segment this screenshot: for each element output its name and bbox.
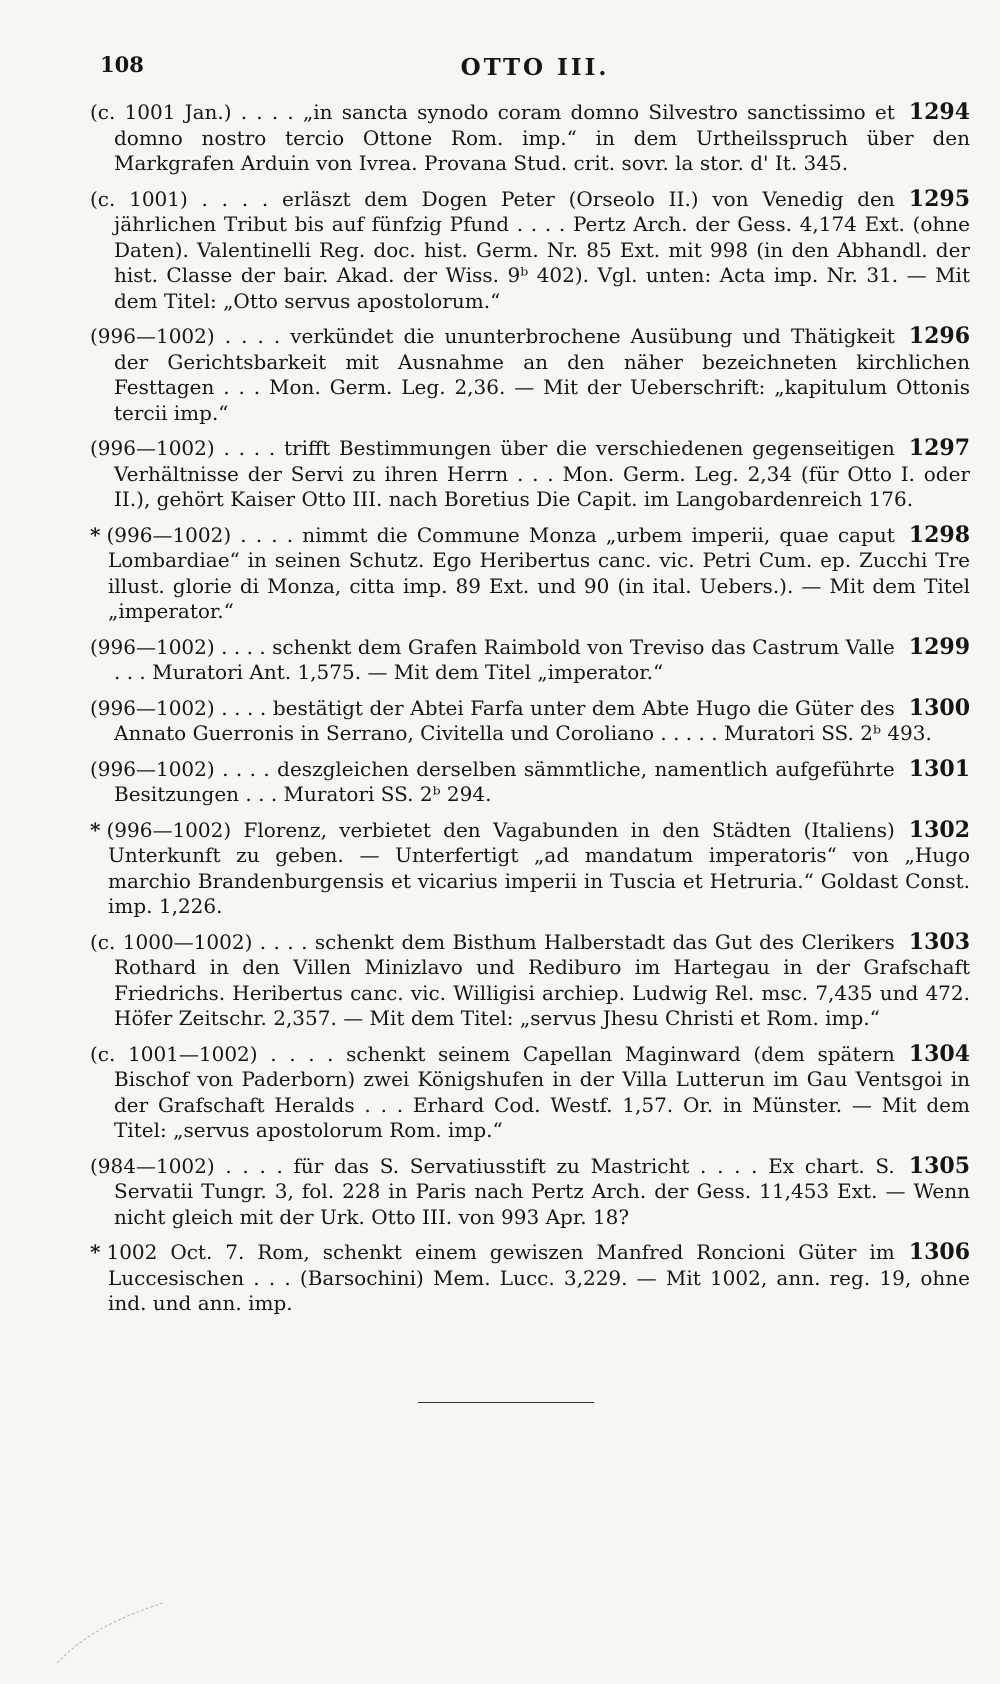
entry-1300 — [90, 696, 970, 747]
entry-text: 1002 Oct. 7. Rom, schenkt einem gewiszen Manfred Roncioni Güter im Luccesischen . . . (Barsochini) Mem. Lucc. 3,229. — Mit 1002, ann. reg. 19, ohne ind. und ann. imp. — [106, 1240, 970, 1315]
entry-number: 1295 — [908, 185, 970, 212]
entry-1301 — [90, 757, 970, 808]
entry-number: 1298 — [908, 521, 970, 548]
scan-smudge-mark — [55, 1595, 165, 1665]
entry-number: 1294 — [908, 99, 970, 125]
entry-text: (996—1002) . . . . nimmt die Commune Monza „urbem imperii, quae caput Lombardiae“ in seinen Schutz. Ego Heribertus canc. vic. Petri Cum. ep. Zucchi Tre illust. glorie di Monza, citta imp. 89 Ext. und 90 (in ital. Uebers.). — Mit dem Titel „imperator.“ — [106, 522, 970, 623]
entry-number: 1296 — [908, 323, 970, 349]
entry-1305 — [90, 1154, 970, 1231]
entry-text: (996—1002) . . . . verkündet die ununterbrochene Ausübung und Thätigkeit der Gerichtsbarkeit mit Ausnahme an den näher bezeichneten kirchlichen Festtagen . . . Mon. Germ. Leg. 2,36. — Mit der Ueberschrift: „kapitulum Ottonis tercii imp.“ — [90, 324, 970, 425]
regesta-entries — [90, 100, 970, 1327]
entry-text: (996—1002) Florenz, verbietet den Vagabunden in den Städten (Italiens) Unterkunft zu geben. — Unterfertigt „ad mandatum imperatoris“ von „Hugo marchio Brandenburgensis et vicarius imperii in Tuscia et Hetruria.“ Goldast Const. imp. 1,226. — [106, 817, 970, 918]
entry-text: (996—1002) . . . . deszgleichen derselben sämmtliche, namentlich aufgeführte Besitzungen . . . Muratori SS. 2ᵇ 294. — [90, 756, 895, 806]
entry-number: 1303 — [908, 928, 970, 955]
entry-1306 — [90, 1240, 970, 1317]
entry-1299 — [90, 635, 970, 686]
entry-number: 1306 — [908, 1239, 970, 1265]
entry-1304 — [90, 1042, 970, 1144]
entry-1296 — [90, 324, 970, 426]
entry-number: 1301 — [908, 755, 970, 782]
entry-text: (c. 1000—1002) . . . . schenkt dem Bisthum Halberstadt das Gut des Clerikers Rothard in den Villen Minizlavo und Rediburo im Hartegau in der Grafschaft Friedrichs. Heribertus canc. vic. Willigisi archiep. Ludwig Rel. msc. 7,435 und 472. Höfer Zeitschr. 2,357. — Mit dem Titel: „servus Jhesu Christi et Rom. imp.“ — [90, 929, 970, 1030]
entry-text: (996—1002) . . . . trifft Bestimmungen über die verschiedenen gegenseitigen Verhältnisse der Servi zu ihren Herrn . . . Mon. Germ. Leg. 2,34 (für Otto I. oder II.), gehört Kaiser Otto III. nach Boretius Die Capit. im Langobardenreich 176. — [90, 436, 970, 511]
entry-1295 — [90, 187, 970, 315]
entry-text: (c. 1001 Jan.) . . . . „in sancta synodo coram domno Silvestro sanctissimo et domno nostro tercio Ottone Rom. imp.“ in dem Urtheilsspruch über den Markgrafen Arduin von Ivrea. Provana Stud. crit. sovr. la stor. d' It. 345. — [90, 100, 970, 175]
end-rule — [418, 1402, 594, 1403]
entry-text: (996—1002) . . . . schenkt dem Grafen Raimbold von Treviso das Castrum Valle . . . Muratori Ant. 1,575. — Mit dem Titel „imperator.“ — [90, 634, 895, 684]
entry-text: (984—1002) . . . . für das S. Servatiusstift zu Mastricht . . . . Ex chart. S. Servatii Tungr. 3, fol. 228 in Paris nach Pertz Arch. der Gess. 11,453 Ext. — Wenn nicht gleich mit der Urk. Otto III. von 993 Apr. 18? — [90, 1153, 970, 1229]
entry-text: (c. 1001) . . . . erläszt dem Dogen Peter (Orseolo II.) von Venedig den jährlichen Tribut bis auf fünfzig Pfund . . . . Pertz Arch. der Gess. 4,174 Ext. (ohne Daten). Valentinelli Reg. doc. hist. Germ. Nr. 85 Ext. mit 998 (in den Abhandl. der hist. Classe der bair. Akad. der Wiss. 9ᵇ 402). Vgl. unten: Acta imp. Nr. 31. — Mit dem Titel: „Otto servus apostolorum.“ — [90, 186, 970, 313]
entry-number: 1300 — [908, 694, 970, 721]
star-marker: * — [90, 1240, 101, 1264]
entry-1297 — [90, 436, 970, 513]
star-marker: * — [90, 522, 101, 547]
page-header — [100, 52, 970, 86]
running-title: OTTO III. — [460, 54, 610, 81]
entry-text: (c. 1001—1002) . . . . schenkt seinem Capellan Maginward (dem spätern Bischof von Paderborn) zwei Königshufen in der Villa Lutterun im Gau Ventsgoi in der Grafschaft Heralds . . . Erhard Cod. Westf. 1,57. Or. in Münster. — Mit dem Titel: „servus apostolorum Rom. imp.“ — [90, 1041, 970, 1142]
entry-number: 1302 — [908, 816, 970, 843]
entry-number: 1304 — [908, 1040, 970, 1067]
page-number: 108 — [100, 52, 144, 77]
entry-1298 — [90, 523, 970, 625]
entry-number: 1305 — [908, 1152, 970, 1179]
entry-text: (996—1002) . . . . bestätigt der Abtei Farfa unter dem Abte Hugo die Güter des Annato Guerronis in Serrano, Civitella und Coroliano . . . . . Muratori SS. 2ᵇ 493. — [90, 695, 932, 745]
entry-1294 — [90, 100, 970, 177]
star-marker: * — [90, 817, 101, 842]
entry-number: 1297 — [908, 435, 970, 461]
entry-1303 — [90, 930, 970, 1032]
entry-1302 — [90, 818, 970, 920]
entry-number: 1299 — [908, 633, 970, 660]
